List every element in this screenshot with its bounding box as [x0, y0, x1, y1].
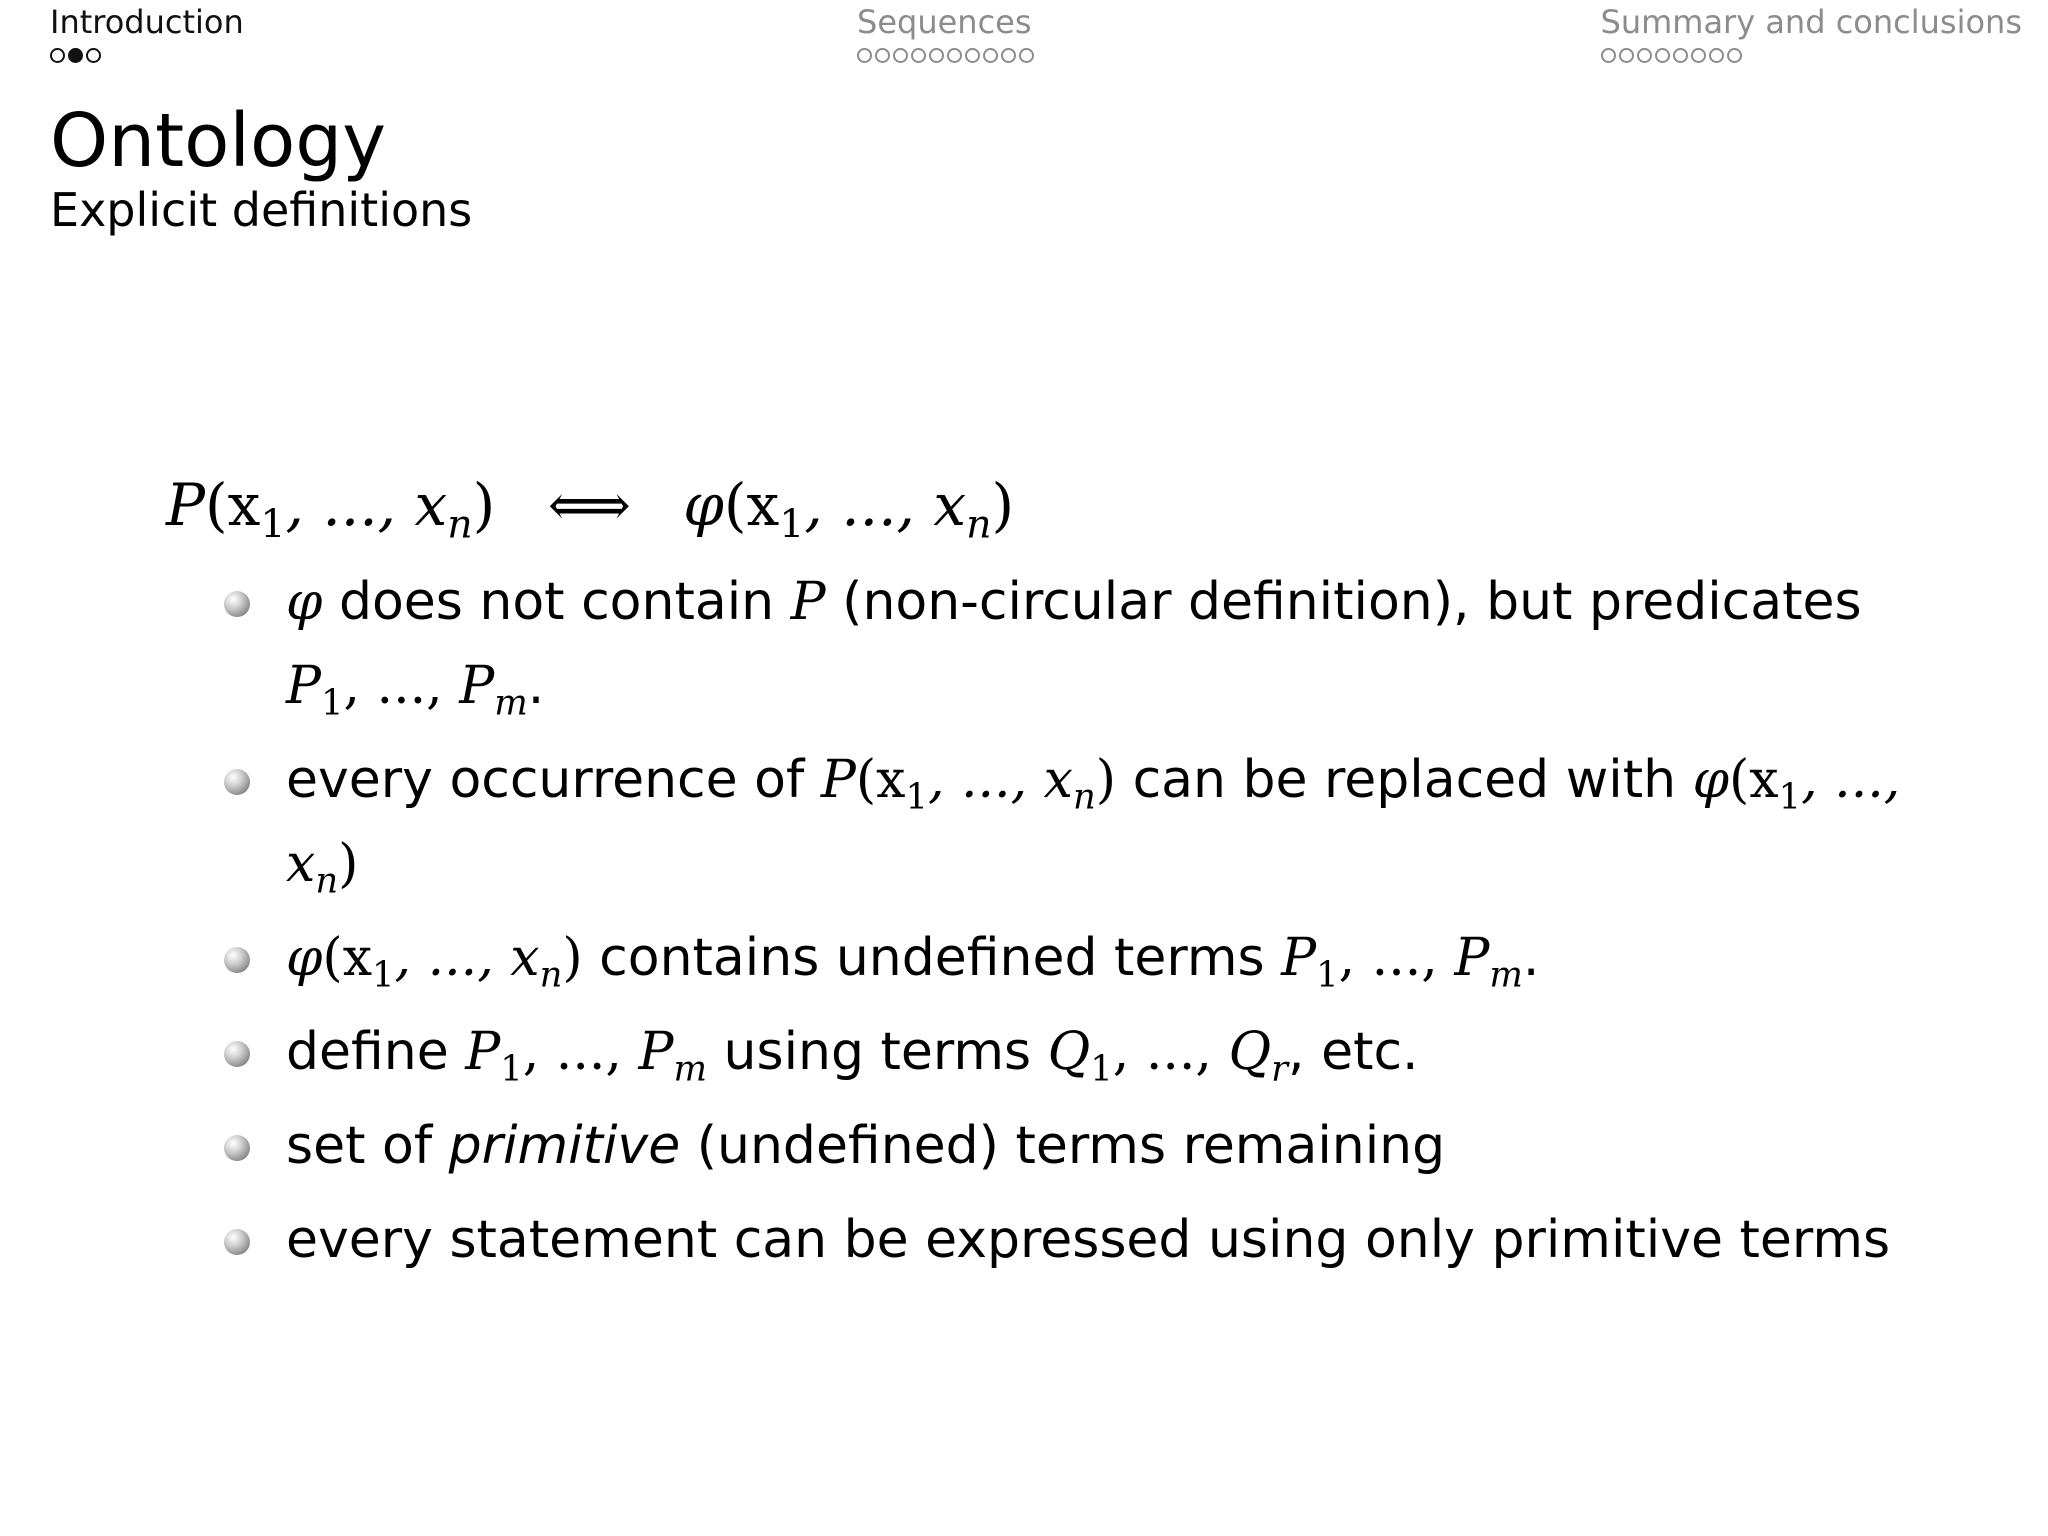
frame-title: Ontology	[50, 98, 387, 184]
nav-dot-icon[interactable]	[875, 48, 890, 63]
nav-dot-icon[interactable]	[1709, 48, 1724, 63]
bullet-2-text-2: can be replaced with	[1116, 750, 1693, 810]
bullet-4-psub-m: m	[673, 1048, 707, 1090]
bullet-2-pred: P	[820, 750, 856, 810]
nav-dot-icon[interactable]	[893, 48, 908, 63]
bullet-4-p1: P	[465, 1022, 501, 1082]
bullet-3-sub-1: 1	[372, 954, 395, 996]
bullet-ball-icon	[224, 1135, 250, 1161]
bullet-2-mid: , ..., x	[927, 750, 1073, 810]
bullet-4-pm: P	[638, 1022, 674, 1082]
nav-dot-icon[interactable]	[983, 48, 998, 63]
bullet-1-text-2: (non-circular definition), but predicates	[825, 572, 1862, 632]
bullet-3-sub-n: n	[539, 954, 563, 996]
bullet-5-text-2: (undefined) terms remaining	[680, 1116, 1446, 1176]
bullet-ball-icon	[224, 769, 250, 795]
bullet-2-sub2-n: n	[315, 860, 339, 902]
nav-dot-icon[interactable]	[68, 48, 83, 63]
nav-dots-introduction	[50, 46, 244, 64]
rhs-sub-1: 1	[779, 501, 805, 548]
bullet-4-q1: Q	[1047, 1022, 1091, 1082]
rhs-args-open: (x	[723, 471, 780, 539]
nav-section-introduction[interactable]	[50, 2, 244, 64]
bullet-item-5	[224, 1104, 1904, 1188]
nav-dot-icon[interactable]	[857, 48, 872, 63]
nav-dot-icon[interactable]	[1727, 48, 1742, 63]
bullet-1-pm: P	[459, 656, 495, 716]
nav-label-sequences[interactable]: Sequences	[857, 3, 1032, 41]
rhs-args-mid: , ..., x	[804, 471, 967, 539]
nav-dot-icon[interactable]	[1691, 48, 1706, 63]
bullet-2-args-close: )	[1095, 750, 1117, 810]
bullet-2-args-open: (x	[855, 750, 906, 810]
phi-symbol: φ	[1692, 750, 1729, 810]
bullet-4-qmid: , ...,	[1112, 1022, 1229, 1082]
nav-dots-sequences	[857, 46, 1034, 64]
nav-dot-icon[interactable]	[1655, 48, 1670, 63]
bullet-1-sub-1: 1	[321, 682, 344, 724]
bullet-2-args2-close: )	[338, 834, 359, 894]
bullet-ball-icon	[224, 1229, 250, 1255]
bullet-2-sub2-1: 1	[1778, 776, 1802, 818]
bullet-list	[224, 560, 1904, 1292]
bullet-item-3	[224, 916, 1904, 1000]
bullet-1-text-1: does not contain	[322, 572, 791, 632]
frame-subtitle: Explicit definitions	[50, 183, 473, 237]
nav-label-introduction[interactable]: Introduction	[50, 3, 244, 41]
bullet-3-args-close: )	[562, 928, 583, 988]
lhs-predicate: P	[166, 471, 206, 539]
bullet-4-text-2: using terms	[706, 1022, 1048, 1082]
bullet-3-psub-m: m	[1489, 954, 1523, 996]
bullet-1-p1: P	[286, 656, 321, 716]
bullet-3-pmid: , ...,	[1338, 928, 1455, 988]
bullet-5-text-1: set of	[286, 1116, 449, 1176]
bullet-3-psub-1: 1	[1316, 954, 1339, 996]
lhs-args-mid: , ..., x	[285, 471, 448, 539]
bullet-item-4	[224, 1010, 1904, 1094]
nav-dot-icon[interactable]	[50, 48, 65, 63]
definition-formula	[166, 470, 1015, 548]
bullet-3-end: .	[1522, 928, 1540, 988]
nav-dot-icon[interactable]	[1619, 48, 1634, 63]
bullet-2-sub-n: n	[1072, 776, 1096, 818]
bullet-4-psub-1: 1	[500, 1048, 523, 1090]
bullet-4-qsub-r: r	[1271, 1048, 1289, 1090]
bullet-3-text-1: contains undefined terms	[582, 928, 1282, 988]
phi-symbol: φ	[286, 572, 323, 632]
nav-dot-icon[interactable]	[911, 48, 926, 63]
bullet-1-mid: , ...,	[343, 656, 460, 716]
nav-dot-icon[interactable]	[1019, 48, 1034, 63]
bullet-4-end: , etc.	[1288, 1022, 1419, 1082]
bullet-3-pm: P	[1454, 928, 1490, 988]
nav-dot-icon[interactable]	[1001, 48, 1016, 63]
bullet-2-mid2: , ..., x	[286, 750, 1901, 894]
nav-dot-icon[interactable]	[1673, 48, 1688, 63]
bullet-4-qsub-1: 1	[1090, 1048, 1113, 1090]
iff-symbol: ⟺	[547, 471, 631, 539]
bullet-2-args2-open: (x	[1729, 750, 1779, 810]
lhs-sub-n: n	[447, 501, 473, 548]
phi-symbol: φ	[286, 928, 323, 988]
nav-dot-icon[interactable]	[929, 48, 944, 63]
nav-section-summary[interactable]	[1601, 2, 2023, 64]
nav-dot-icon[interactable]	[947, 48, 962, 63]
bullet-ball-icon	[224, 591, 250, 617]
bullet-4-pmid: , ...,	[522, 1022, 639, 1082]
lhs-args-open: (x	[205, 471, 261, 539]
bullet-3-mid: , ..., x	[394, 928, 540, 988]
bullet-3-args-open: (x	[322, 928, 373, 988]
bullet-ball-icon	[224, 1041, 250, 1067]
nav-dot-icon[interactable]	[86, 48, 101, 63]
rhs-args-close: )	[991, 471, 1015, 539]
bullet-2-text-1: every occurrence of	[286, 750, 821, 810]
nav-dot-icon[interactable]	[1601, 48, 1616, 63]
bullet-2-sub-1: 1	[905, 776, 928, 818]
bullet-1-end: .	[527, 656, 545, 716]
bullet-1-sub-m: m	[494, 682, 528, 724]
bullet-4-text-1: define	[286, 1022, 466, 1082]
lhs-sub-1: 1	[260, 501, 286, 548]
nav-dots-summary	[1601, 46, 2023, 64]
rhs-sub-n: n	[966, 501, 992, 548]
bullet-ball-icon	[224, 947, 250, 973]
nav-dot-icon[interactable]	[965, 48, 980, 63]
bullet-6-text: every statement can be expressed using only primitive terms	[286, 1210, 1891, 1270]
rhs-phi: φ	[683, 471, 724, 539]
nav-dot-icon[interactable]	[1637, 48, 1652, 63]
bullet-item-1	[224, 560, 1904, 728]
bullet-1-pred: P	[790, 572, 826, 632]
bullet-item-2	[224, 738, 1904, 906]
bullet-item-6	[224, 1198, 1904, 1282]
bullet-4-qr: Q	[1228, 1022, 1272, 1082]
bullet-3-p1: P	[1281, 928, 1317, 988]
nav-label-summary[interactable]: Summary and conclusions	[1600, 3, 2022, 41]
nav-section-sequences[interactable]	[857, 2, 1034, 64]
lhs-args-close: )	[472, 471, 496, 539]
bullet-5-emphasis: primitive	[448, 1116, 681, 1176]
